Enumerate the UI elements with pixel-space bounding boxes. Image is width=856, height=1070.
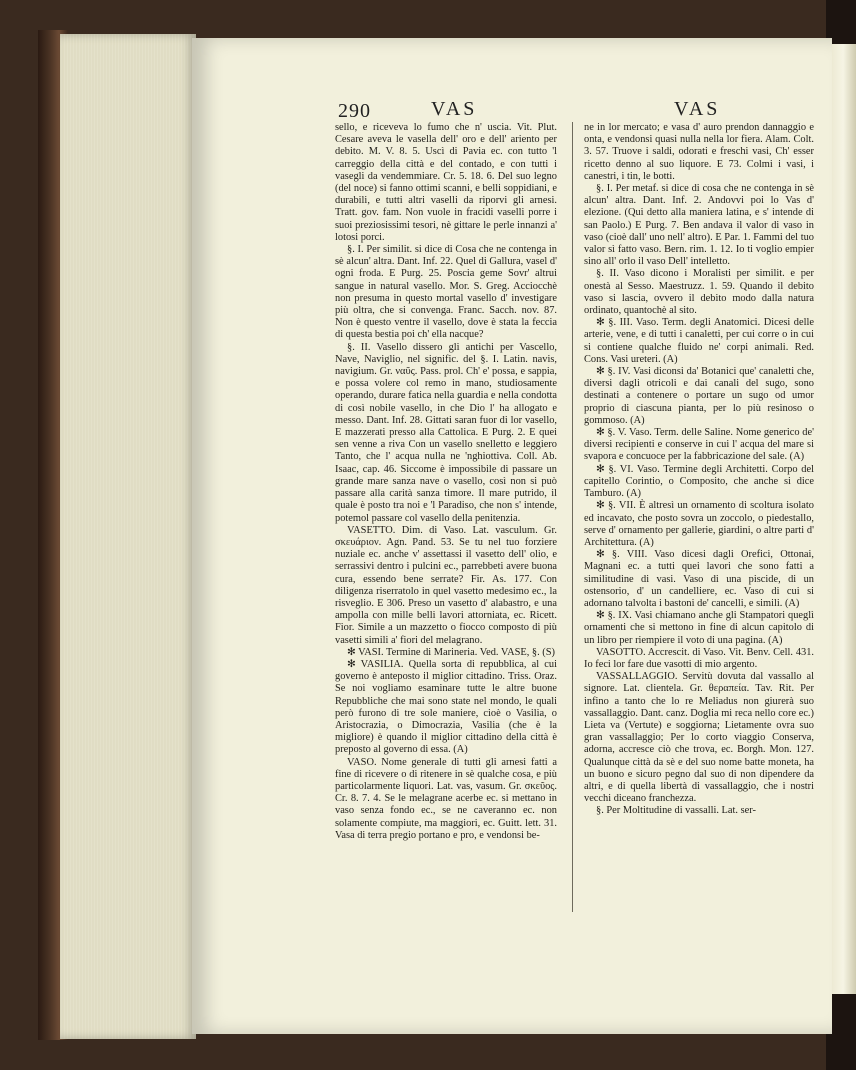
- entry-paragraph: ✻ VASILIA. Quella sorta di repubblica, al cui governo è anteposto il miglior cittadino. Triss. Oraz. Se noi vogliamo esaminare tutte le altre buone Repubbliche che mai sono state nel mondo, le quali però furono di tre sole maniere, cioè o Vasilia, o Aristocrazia, o Dimocrazia, Vasilia (che è la migliore) è quando il miglior cittadino della città è preposto al governo di essa. (A): [335, 658, 557, 756]
- entry-paragraph: §. II. Vasello dissero gli antichi per Vascello, Nave, Naviglio, nel signific. del §. I. Latin. navis, navigium. Gr. ναῦς. Pass. prol. Ch' e' possa, e sappia, e possa volere col remo in mano, studiosamente operando, durare fatica nella guardia e nella condotta di così nobile vasello, in che Dio l' ha allogato e messo. Dant. Inf. 28. Gittati saran fuor di lor vasello, E mazzerati presso alla Cattolica. E Purg. 2. E quei sen venne a riva Con un vasello snelletto e leggiero Tanto, che l' acqua nulla ne 'nghiottiva. Coll. Ab. Isaac, cap. 46. Siccome è impossibile di passare un grande mare sanza nave o vasello, così non si può passare alla carità sanza timore. Il mare putrido, il quale è posto tra noi e 'l Paradiso, che non s' intende, potemol passare col vasello della penitenzia.: [335, 341, 557, 524]
- guide-word-right: VAS: [674, 98, 721, 120]
- entry-paragraph: §. I. Per similit. si dice di Cosa che ne contenga in sè alcun' altra. Dant. Inf. 22. Quel di Gallura, vasel d' ogni froda. E Purg. 25. Poscia geme Sovr' altrui sangue in natural vasello. Mor. S. Greg. Acciocchè non presuma in questo mortal vasello d' investigare più oltra, che si convenga. Franc. Sacch. nov. 87. Non è questo ventre il vasello, dove è stata la feccia di questa bestia poi ch' ella nacque?: [335, 244, 557, 341]
- entry-paragraph: ne in lor mercato; e vasa d' auro prendon dannaggio e onta, e vendonsi quasi nulla nella lor fiera. Alam. Colt. 3. 57. Truove i saldi, odorati e freschi vasi, Ch' esser ricetto denno al suo liquore. E 73. Colmi i vasi, i canestri, i tin, le botti.: [584, 122, 814, 182]
- entry-paragraph: sello, e riceveva lo fumo che n' uscia. Vit. Plut. Cesare aveva le vasella dell' oro e dell' ariento per debito. M. V. 8. 5. Uscì di Pavia ec. con tutto 'l carreggio della città e del contado, e con tutti i vasegli da vendemmiare. Cr. 5. 18. 6. Del suo legno (del noce) si fanno ottimi scanni, e belli soppidiani, e durabili, e tutti altri vaselli da riporvi gli arnesi. Tratt. gov. fam. Non vuole in fracidi vaselli porre i suoi preziosissimi tesori, nè gittare le perle innanzi a' lotosi porci.: [335, 122, 557, 243]
- left-column: [335, 122, 557, 922]
- entry-paragraph: ✻ §. VIII. Vaso dicesi dagli Orefici, Ottonai, Magnani ec. a tutti quei lavori che sono fatti a similitudine di vasi. Vaso di una piscide, di un ostensorio, d' un candelliere, ec. Vaso di cui si adornano talvolta i bastoni de' cancelli, e simili. (A): [584, 549, 814, 609]
- entry-paragraph: §. I. Per metaf. si dice di cosa che ne contenga in sè alcun' altra. Dant. Inf. 2. Andovvi poi lo Vas d' elezione. (Qui detto alla maniera latina, e s' intende di san Paolo.) E Purg. 7. Ben andava il valor di vaso in vaso (cioè dall' uno nell' altro). E Par. 1. Fammi del tuo valor sì fatto vaso. Bern. rim. 1. 12. Io ti voglio empier sino all' orlo il vaso Dell' intelletto.: [584, 183, 814, 268]
- entry-paragraph: VASO. Nome generale di tutti gli arnesi fatti a fine di ricevere o di ritenere in sè qualche cosa, e più particolarmente liquori. Lat. vas, vasum. Gr. σκεῦος. Cr. 8. 7. 4. Se le melagrane acerbe ec. si mettano in vaso senza fondo ec., se ne caveranno ec. non solamente compiute, ma maggiori, ec. Guitt. lett. 31. Vasa di terra pregio portano e pro, e vendonsi be-: [335, 756, 557, 841]
- entry-paragraph: VASETTO. Dim. di Vaso. Lat. vasculum. Gr. σκευάριον. Agn. Pand. 53. Se tu nel tuo forziere nuziale ec. anche v' assettassi il vasetto dell' olio, e serrassivi dentro i pulcini ec., parrebbeti avere buona cura, essendo bene serrate? Fir. As. 177. Con diligenza riserratolo in quel vasetto medesimo ec., la risveglio. E 306. Preso un vasetto d' alabastro, e una ampolla con mille belli lavori attorniata, ec. Ricett. Fior. Simile a un mazzetto o fiocco composto di più vasetti simili a' fiori del melagrano.: [335, 524, 557, 646]
- entry-paragraph: ✻ §. IV. Vasi diconsi da' Botanici que' canaletti che, diversi dagli otricoli e dai canali del sugo, sono destinati a contenere o portare un sugo od umor proprio di ciascuna pianta, per lo più resinoso o gommoso. (A): [584, 366, 814, 426]
- entry-paragraph: VASSALLAGGIO. Servitù dovuta dal vassallo al signore. Lat. clientela. Gr. θεραπεία. Tav. Rit. Per infino a tanto che lo re Meliadus non giurerà suo vassallaggio. Dant. canz. Doglia mi reca nello core ec.) Lieta va (Vertute) e soggiorna; Lietamente ovra suo gran vassallaggio; Per lo corto viaggio Conserva, adorna, accresce ciò che trova, ec. Borgh. Mon. 127. Qualunque città da sè e del suo nome batte moneta, ha un buono e sicuro pegno dal suo di non dipendere da altri, e di quella libertà di vassallaggio, che i nostri vecchi diceano franchezza.: [584, 671, 814, 805]
- entry-paragraph: ✻ §. V. Vaso. Term. delle Saline. Nome generico de' diversi recipienti e conserve in cui l' acqua del mare si svapora e concuoce per la fabbricazione del sale. (A): [584, 427, 814, 463]
- guide-word-left: VAS: [431, 98, 478, 120]
- entry-paragraph: ✻ VASI. Termine di Marineria. Ved. VASE, §. (S): [347, 646, 555, 658]
- entry-paragraph: ✻ §. VI. Vaso. Termine degli Architetti. Corpo del capitello Corintio, o Composito, che anche si dice Tamburo. (A): [584, 463, 814, 500]
- entry-paragraph: ✻ §. III. Vaso. Term. degli Anatomici. Dicesi delle arterie, vene, e di tutti i canaletti, per cui corre o in cui si contiene qualche fluido ne' corpi animali. Red. Cons. Vasi ureteri. (A): [584, 317, 814, 365]
- entry-paragraph: §. II. Vaso dicono i Moralisti per similit. e per onestà al Sesso. Maestruzz. 1. 59. Quando il debito vaso si lascia, ovvero il debito modo dalla natura ordinato, quantochè al sito.: [584, 268, 814, 317]
- entry-paragraph: ✻ §. VII. È altresì un ornamento di scoltura isolato ed incavato, che posto sovra un zoccolo, o piedestallo, serve d' ornamento per gallerie, giardini, o altre parti d' Architettura. (A): [584, 500, 814, 548]
- entry-paragraph: VASOTTO. Accrescit. di Vaso. Vit. Benv. Cell. 431. Io feci lor fare due vasotti di mio argento.: [584, 646, 814, 670]
- entry-paragraph: ✻ §. IX. Vasi chiamano anche gli Stampatori queglì ornamenti che si mettono in fine di alcun capitolo di un libro per riempiere il voto di una pagina. (A): [584, 610, 814, 646]
- right-column: [584, 122, 814, 922]
- page-edges: [60, 34, 196, 1039]
- entry-paragraph: §. Per Moltitudine di vassalli. Lat. ser-: [596, 805, 756, 817]
- column-divider: [572, 122, 573, 912]
- page-number: 290: [338, 100, 371, 122]
